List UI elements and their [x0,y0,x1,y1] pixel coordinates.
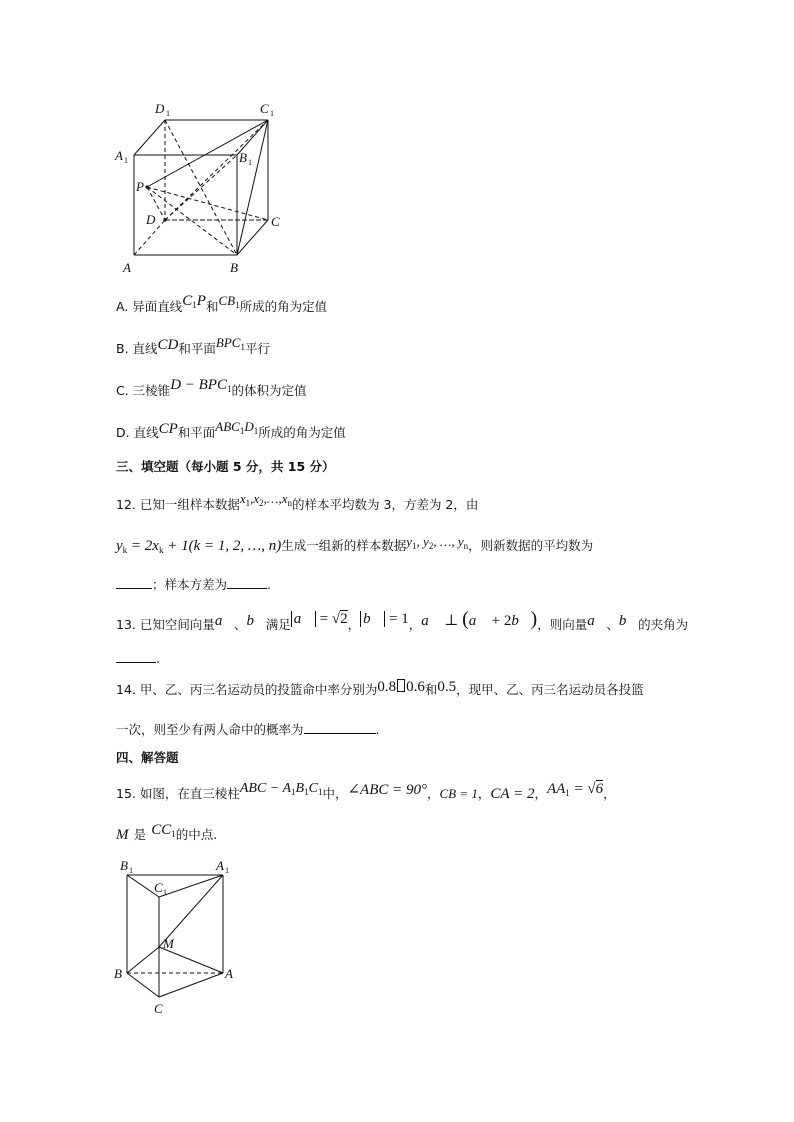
answer-blank-variance[interactable] [227,576,267,589]
label-A1: A [216,858,224,873]
question-12-line-1: 12. 已知一组样本数据$^{x_1,x_2,\dots,x_n}$的样本平均数为 3，方差为 2，由 [116,491,479,512]
prism-figure [110,855,250,1020]
answer-blank-mean[interactable] [116,576,152,589]
svg-text:1: 1 [166,109,170,118]
question-15-line-2: M 是 $CC_1$的中点. [116,822,218,843]
svg-text:1: 1 [163,888,167,897]
label-B: B [114,966,122,981]
svg-text:1: 1 [270,109,274,118]
svg-text:1: 1 [225,866,229,875]
question-12-line-2: $y_k = 2x_k + 1(k = 1$, 2, …, n)生成一组新的样本数据$^{y_1, y_2, \dots, y_n}$，则新数据的平均数为 [116,534,594,555]
answer-blank-angle[interactable] [116,650,156,663]
svg-text:1: 1 [124,156,128,165]
label-P: P [136,179,144,194]
question-12-line-3: ；样本方差为 . [116,574,271,593]
question-13-line-2: . [116,648,160,667]
label-B1: B [120,858,128,873]
section-4-title: 四、解答题 [116,750,179,765]
label-D1: D [155,101,165,116]
question-15-line-1: 15. 如图，在直三棱柱ABC − $A_1B_1C_1$中，∠ABC = 90°，CB = 1，CA = 2，$AA_1 = √6$， [116,781,616,802]
option-b: B. 直线CD和平面$^{BPC_1}$平行 [116,335,270,356]
label-M: M [163,936,174,951]
option-a: A. 异面直线$C_1P$和$^{CB_1}$所成的角为定值 [116,293,328,314]
question-14-line-2: 一次，则至少有两人命中的概率为 . [116,722,380,737]
question-13-line-1: 13. 已知空间向量a⃗、b⃗满足 a⃗ = √2， b⃗ = 1，a⃗ ⊥ (a⃗ + 2b⃗)，则向量a⃗、b⃗的夹角为 [116,608,689,632]
answer-blank-probability[interactable] [304,721,376,734]
label-B1: B [239,150,247,165]
label-D: D [146,212,156,227]
label-C: C [154,1001,163,1016]
svg-text:1: 1 [248,158,252,167]
label-C1: C [260,101,269,116]
label-C: C [271,214,280,229]
label-B: B [230,260,238,275]
cube-figure [110,95,300,280]
label-A: A [123,260,131,275]
question-14-line-1: 14. 甲、乙、丙三名运动员的投篮命中率分别为0.8 0.6和0.5，现甲、乙、丙三名运动员各投篮 [116,679,644,697]
svg-text:1: 1 [129,866,133,875]
label-A: A [225,966,233,981]
option-d: D. 直线CP和平面$^{ABC_1D_1}$所成的角为定值 [116,419,346,440]
option-c: C. 三棱锥$D - BPC_1$的体积为定值 [116,377,307,398]
label-A1: A [115,148,123,163]
section-3-title: 三、填空题（每小题 5 分，共 15 分） [116,459,335,474]
label-C1: C [154,880,163,895]
